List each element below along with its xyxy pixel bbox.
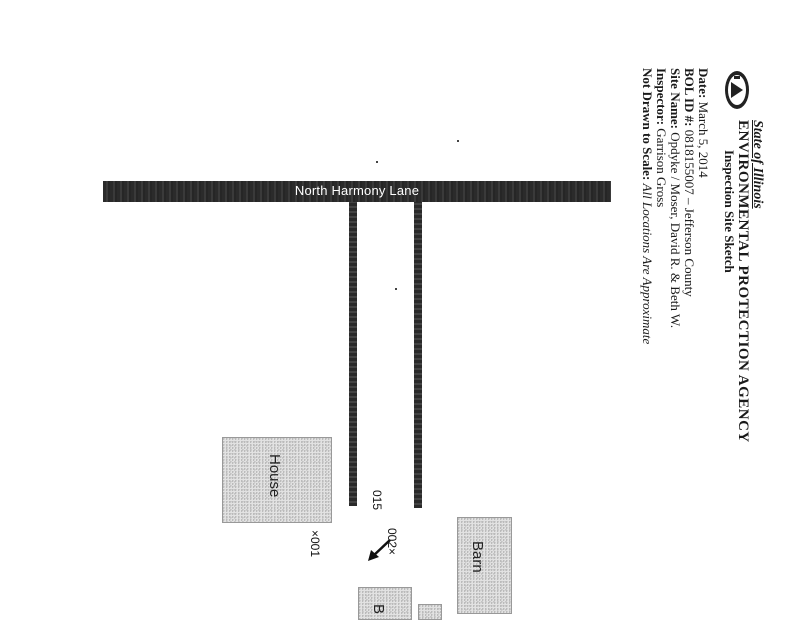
site-line	[667, 68, 683, 328]
small-building-label: B	[370, 604, 387, 615]
driveway-left-edge	[349, 202, 357, 506]
site-value: Opdyke / Moser, David R. & Beth W.	[668, 132, 683, 329]
speck	[457, 140, 459, 142]
house-building	[222, 437, 332, 523]
bol-line	[681, 68, 697, 297]
bol-label: BOL ID #:	[682, 68, 697, 127]
date-value: March 5, 2014	[696, 101, 711, 178]
scale-value: All Locations Are Approximate	[640, 183, 655, 345]
scale-note-line	[639, 68, 655, 344]
site-label: Site Name:	[668, 68, 683, 130]
barn-building	[457, 517, 512, 614]
barn-label: Barn	[469, 541, 486, 573]
page-subtitle: Inspection Site Sketch	[722, 150, 737, 273]
small-building	[358, 587, 412, 620]
house-label: House	[266, 454, 283, 498]
road-north-harmony-lane	[103, 181, 611, 202]
arrow-icon	[360, 535, 400, 565]
agency-title: ENVIRONMENTAL PROTECTION AGENCY	[735, 120, 751, 443]
driveway-right-edge	[414, 202, 422, 508]
road-label: North Harmony Lane	[294, 183, 420, 198]
marker-002: 002×	[385, 528, 399, 556]
date-label: Date:	[696, 68, 711, 99]
marker-001: ×001	[308, 530, 322, 558]
speck	[376, 161, 378, 163]
state-label: State of Illinois	[750, 120, 765, 209]
marker-015: 015	[370, 490, 384, 511]
inspector-label: Inspector:	[654, 68, 669, 126]
inspector-line	[653, 68, 669, 207]
bol-value: 0818155007 – Jefferson County	[682, 129, 697, 297]
scale-label: Not Drawn to Scale:	[640, 68, 655, 181]
illinois-epa-seal-icon	[723, 68, 751, 112]
date-line	[695, 68, 711, 178]
speck	[395, 288, 397, 290]
inspector-value: Garrison Gross	[654, 128, 669, 208]
